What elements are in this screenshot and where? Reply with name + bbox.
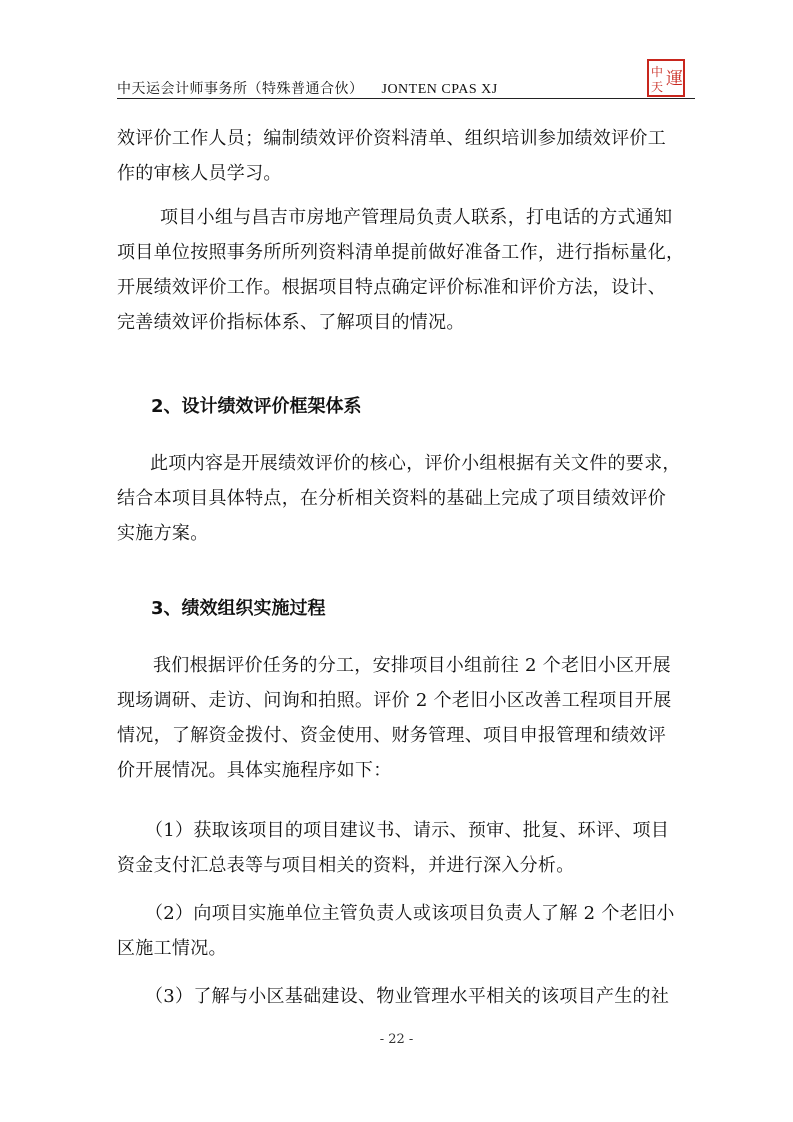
paragraph-continuation: [117, 121, 692, 191]
paragraph-step-2: [117, 896, 692, 966]
section-heading-2: 2、设计绩效评价框架体系: [151, 396, 362, 417]
paragraph-step-3: [117, 979, 692, 1014]
text-line: 区施工情况。: [117, 938, 227, 959]
text-line: （1）获取该项目的项目建议书、请示、预审、批复、环评、项目: [145, 820, 670, 841]
paragraph-framework-design: [117, 446, 692, 551]
text-line: 我们根据评价任务的分工，安排项目小组前往 2 个老旧小区开展: [153, 655, 671, 676]
firm-seal-logo: [646, 58, 686, 98]
text-line: 情况，了解资金拨付、资金使用、财务管理、项目申报管理和绩效评: [117, 725, 666, 746]
paragraph-implementation: [117, 648, 692, 788]
text-line: 价开展情况。具体实施程序如下：: [117, 760, 392, 781]
text-line: 作的审核人员学习。: [117, 163, 282, 184]
svg-text:中: 中: [651, 65, 664, 79]
page-number: - 22 -: [379, 1032, 414, 1047]
text-line: 项目小组与昌吉市房地产管理局负责人联系，打电话的方式通知: [160, 207, 673, 228]
header-divider: [117, 98, 695, 99]
text-line: 效评价工作人员；编制绩效评价资料清单、组织培训参加绩效评价工: [117, 128, 666, 149]
header-firm-cn: 中天运会计师事务所（特殊普通合伙）: [117, 81, 364, 97]
text-line: 项目单位按照事务所所列资料清单提前做好准备工作，进行指标量化，: [117, 242, 685, 263]
svg-text:運: 運: [666, 69, 683, 89]
paragraph-project-team-contact: [117, 200, 692, 340]
section-heading-3: 3、绩效组织实施过程: [151, 598, 326, 619]
text-line: 实施方案。: [117, 523, 209, 544]
paragraph-step-1: [117, 813, 692, 883]
text-line: （2）向项目实施单位主管负责人或该项目负责人了解 2 个老旧小: [145, 903, 675, 924]
text-line: 开展绩效评价工作。根据项目特点确定评价标准和评价方法，设计、: [117, 277, 666, 298]
seal-icon: [646, 58, 686, 98]
text-line: 资金支付汇总表等与项目相关的资料，并进行深入分析。: [117, 855, 575, 876]
header-firm-name: [117, 78, 498, 98]
svg-text:天: 天: [651, 80, 664, 94]
text-line: 现场调研、走访、问询和拍照。评价 2 个老旧小区改善工程项目开展: [117, 690, 672, 711]
header-firm-en: JONTEN CPAS XJ: [381, 82, 498, 97]
text-line: 结合本项目具体特点，在分析相关资料的基础上完成了项目绩效评价: [117, 488, 666, 509]
text-line: 此项内容是开展绩效评价的核心，评价小组根据有关文件的要求，: [150, 453, 681, 474]
text-line: （3）了解与小区基础建设、物业管理水平相关的该项目产生的社: [145, 986, 670, 1007]
text-line: 完善绩效评价指标体系、了解项目的情况。: [117, 312, 465, 333]
